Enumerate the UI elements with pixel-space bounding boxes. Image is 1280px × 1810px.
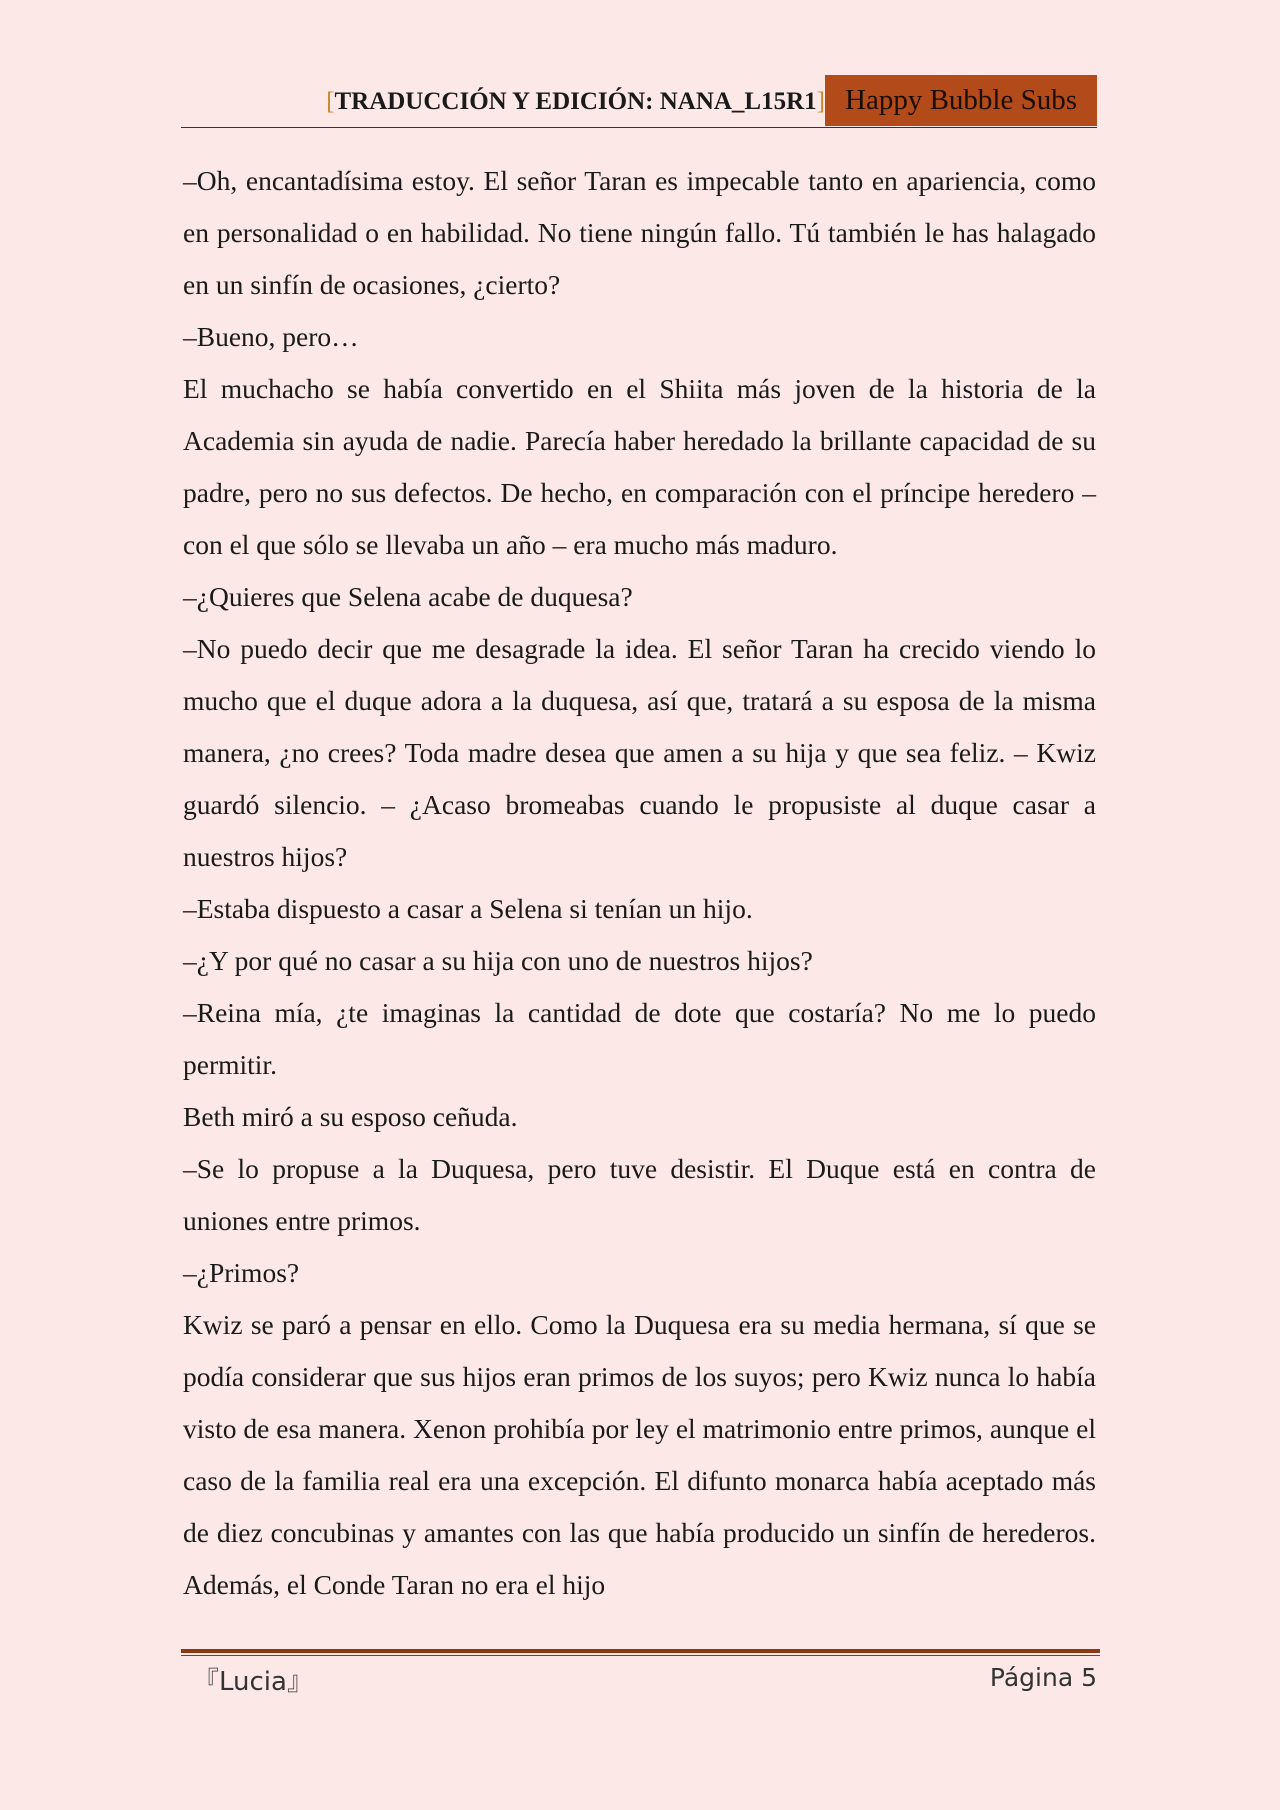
footer-divider xyxy=(181,1649,1100,1656)
paragraph: –No puedo decir que me desagrade la idea. El señor Taran ha crecido viendo lo mucho que el duque adora a la duquesa, así que, tratará a su esposa de la misma manera, ¿no crees? Toda madre desea que amen a su hija y que sea feliz. – Kwiz guardó silencio. – ¿Acaso bromeabas cuando le propusiste al duque casar a nuestros hijos? xyxy=(183,633,1096,872)
page-number: Página 5 xyxy=(989,1663,1097,1692)
paragraph: –Estaba dispuesto a casar a Selena si tenían un hijo. xyxy=(183,893,753,924)
bracket-open: [ xyxy=(326,88,335,115)
paragraph: Kwiz se paró a pensar en ello. Como la Duquesa era su media hermana, sí que se podía considerar que sus hijos eran primos de los suyos; pero Kwiz nunca lo había visto de esa manera. Xenon prohibía por ley el matrimonio entre primos, aunque el caso de la familia real era una excepción. El difunto monarca había aceptado más de diez concubinas y amantes con las que había producido un sinfín de herederos. Además, el Conde Taran no era el hijo xyxy=(183,1309,1096,1600)
paragraph: El muchacho se había convertido en el Shiita más joven de la historia de la Academia sin ayuda de nadie. Parecía haber heredado la brillante capacidad de su padre, pero no sus defectos. De hecho, en comparación con el príncipe heredero – con el que sólo se llevaba un año – era mucho más maduro. xyxy=(183,373,1096,560)
paragraph: –Bueno, pero… xyxy=(183,321,359,352)
translation-credit xyxy=(326,88,825,116)
paragraph: –¿Quieres que Selena acabe de duquesa? xyxy=(183,581,633,612)
credit-text: TRADUCCIÓN Y EDICIÓN: NANA_L15R1 xyxy=(334,88,817,115)
paragraph: –¿Primos? xyxy=(183,1257,300,1288)
bracket-close: ] xyxy=(816,88,825,115)
paragraph: –¿Y por qué no casar a su hija con uno de nuestros hijos? xyxy=(183,945,813,976)
group-badge: Happy Bubble Subs xyxy=(825,75,1097,126)
book-title: 『Lucia』 xyxy=(193,1667,313,1697)
paragraph: –Reina mía, ¿te imaginas la cantidad de dote que costaría? No me lo puedo permitir. xyxy=(183,997,1096,1080)
paragraph: –Se lo propuse a la Duquesa, pero tuve desistir. El Duque está en contra de uniones entre primos. xyxy=(183,1153,1096,1236)
body-text xyxy=(183,155,1096,1611)
paragraph: Beth miró a su esposo ceñuda. xyxy=(183,1101,518,1132)
paragraph: –Oh, encantadísima estoy. El señor Taran es impecable tanto en apariencia, como en personalidad o en habilidad. No tiene ningún fallo. Tú también le has halagado en un sinfín de ocasiones, ¿cierto? xyxy=(183,165,1096,300)
page-header xyxy=(181,75,1097,128)
